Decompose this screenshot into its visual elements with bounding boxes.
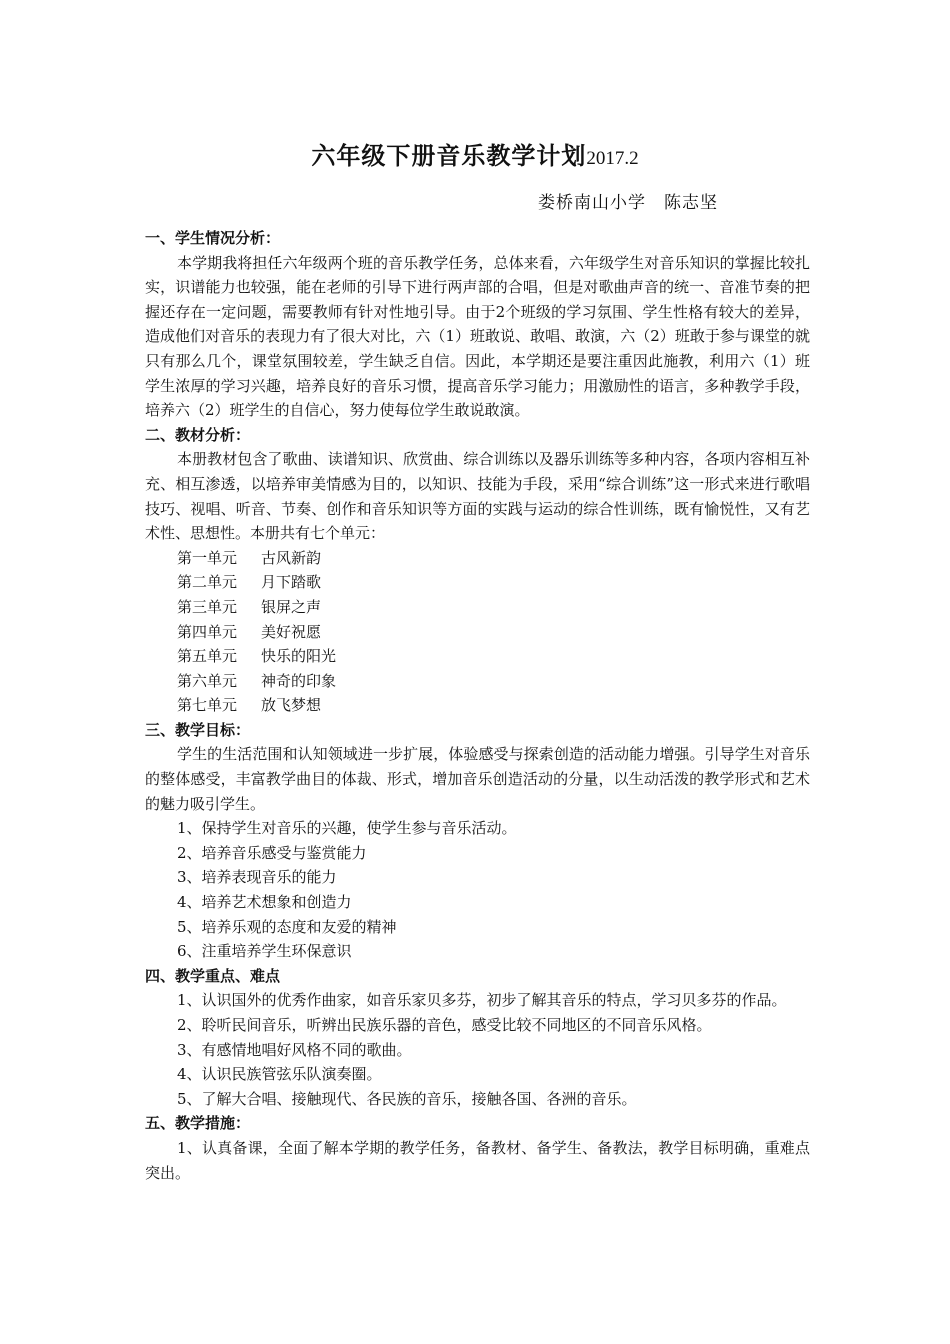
unit-item <box>145 570 810 595</box>
key-point-item: 1、认识国外的优秀作曲家，如音乐家贝多芬，初步了解其音乐的特点，学习贝多芬的作品。 <box>177 991 787 1010</box>
title-text: 六年级下册音乐教学计划 <box>311 141 587 170</box>
title-date: 2017.2 <box>586 148 639 169</box>
unit-name: 美好祝愿 <box>261 622 322 641</box>
section-heading-key-points: 四、教学重点、难点 <box>145 966 281 985</box>
author-line <box>538 188 718 213</box>
unit-name: 放飞梦想 <box>261 696 322 715</box>
section-body-students: 本学期我将担任六年级两个班的音乐教学任务，总体来看，六年级学生对音乐知识的掌握比较扎实，识谱能力也较强，能在老师的引导下进行两声部的合唱，但是对歌曲声音的统一、音准节奏的把握还存在一定问题，需要教师有针对性地引导。由于2个班级的学习氛围、学生性格有较大的差异，造成他们对音乐的表现力有了很大对比，六（1）班敢说、敢唱、敢演，六（2）班敢于参与课堂的就只有那么几个，课堂氛围较差，学生缺乏自信。因此，本学期还是要注重因此施教，利用六（1）班学生浓厚的学习兴趣，培养良好的音乐习惯，提高音乐学习能力；用激励性的语言，多种教学手段，培养六（2）班学生的自信心，努力使每位学生敢说敢演。 <box>145 253 810 420</box>
author-name: 陈志坚 <box>664 193 718 213</box>
section-heading-goals: 三、教学目标： <box>145 720 251 739</box>
unit-item <box>145 669 810 694</box>
measure-item: 1、认真备课，全面了解本学期的教学任务，备教材、备学生、备教法，教学目标明确，重难点突出。 <box>145 1138 810 1182</box>
unit-name: 古风新韵 <box>261 548 322 567</box>
key-point-item: 4、认识民族管弦乐队演奏圈。 <box>177 1065 382 1084</box>
goal-item: 3、培养表现音乐的能力 <box>177 868 337 887</box>
unit-label: 第三单元 <box>177 597 238 616</box>
section-heading-students: 一、学生情况分析： <box>145 229 281 247</box>
key-point-item: 2、聆听民间音乐，听辨出民族乐器的音色，感受比较不同地区的不同音乐风格。 <box>177 1016 712 1034</box>
unit-name: 银屏之声 <box>261 597 322 616</box>
unit-name: 快乐的阳光 <box>261 647 337 666</box>
unit-list <box>145 546 810 718</box>
goal-item: 6、注重培养学生环保意识 <box>177 942 352 961</box>
unit-label: 第四单元 <box>177 622 238 641</box>
unit-label: 第五单元 <box>177 647 238 666</box>
unit-label: 第六单元 <box>177 671 238 690</box>
goal-item: 4、培养艺术想象和创造力 <box>177 893 352 912</box>
document-body <box>145 226 810 1185</box>
unit-label: 第二单元 <box>177 573 238 592</box>
goal-item: 2、培养音乐感受与鉴赏能力 <box>177 843 367 862</box>
section-body-goals: 学生的生活范围和认知领域进一步扩展，体验感受与探索创造的活动能力增强。引导学生对音乐的整体感受，丰富教学曲目的体裁、形式，增加音乐创造活动的分量，以生动活泼的教学形式和艺术的魅力吸引学生。 <box>145 745 810 813</box>
author-school: 娄桥南山小学 <box>538 193 646 213</box>
unit-name: 月下踏歌 <box>261 573 322 592</box>
section-body-materials: 本册教材包含了歌曲、读谱知识、欣赏曲、综合训练以及器乐训练等多种内容，各项内容相互补充、相互渗透，以培养审美情感为目的，以知识、技能为手段，采用“综合训练”这一形式来进行歌唱技巧、视唱、听音、节奏、创作和音乐知识等方面的实践与运动的综合性训练，既有愉悦性，又有艺术性、思想性。本册共有七个单元： <box>145 450 810 543</box>
key-point-item: 5、了解大合唱、接触现代、各民族的音乐，接触各国、各洲的音乐。 <box>177 1089 637 1108</box>
document-title <box>0 136 950 171</box>
unit-item <box>145 644 810 669</box>
unit-item <box>145 595 810 620</box>
goal-item: 1、保持学生对音乐的兴趣，使学生参与音乐活动。 <box>177 819 517 838</box>
unit-label: 第七单元 <box>177 696 238 715</box>
key-point-item: 3、有感情地唱好风格不同的歌曲。 <box>177 1040 412 1059</box>
unit-item <box>145 546 810 571</box>
goal-item: 5、培养乐观的态度和友爱的精神 <box>177 917 397 936</box>
section-heading-materials: 二、教材分析： <box>145 425 251 444</box>
unit-name: 神奇的印象 <box>261 671 337 690</box>
unit-item <box>145 620 810 645</box>
unit-label: 第一单元 <box>177 548 238 567</box>
unit-item <box>145 693 810 718</box>
section-heading-measures: 五、教学措施： <box>145 1114 251 1133</box>
